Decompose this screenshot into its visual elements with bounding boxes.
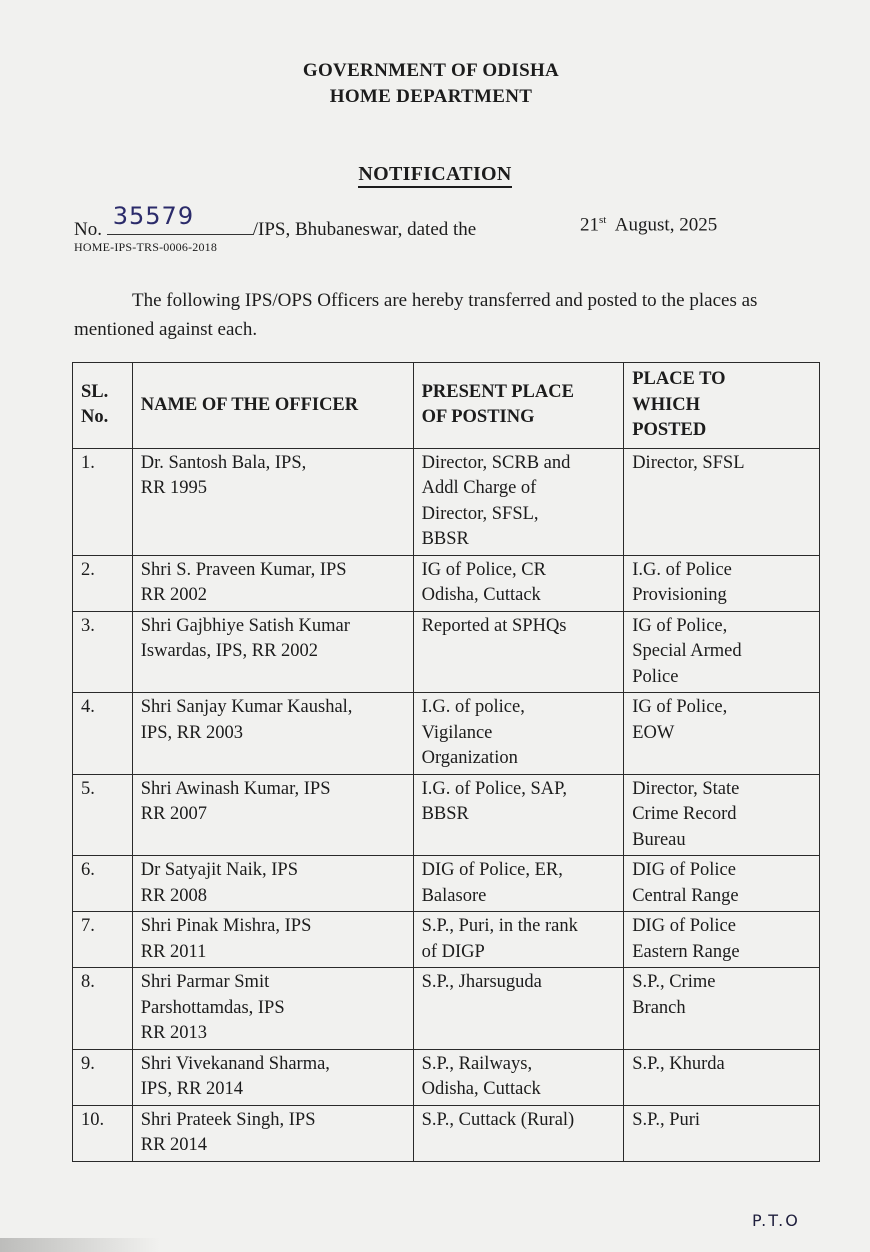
cell-sl-no: 3. — [73, 611, 133, 693]
cell-line: S.P., Puri — [632, 1109, 701, 1130]
notification-title-text: NOTIFICATION — [358, 163, 511, 188]
cell-line: DIG of Police, ER, — [421, 860, 563, 880]
cell-line: Police — [632, 666, 679, 687]
pto-handwritten-note: P.T.O — [752, 1211, 800, 1230]
reference-prefix: No. — [74, 219, 102, 240]
cell-line: No. — [81, 407, 109, 428]
reference-line — [74, 202, 477, 241]
cell-present-posting — [413, 448, 624, 555]
cell-place-posted — [624, 448, 820, 555]
cell-officer-name — [132, 774, 413, 856]
cell-present-posting — [413, 1105, 624, 1161]
scan-edge-shadow — [0, 1238, 160, 1252]
cell-line: S.P., Railways, — [421, 1053, 533, 1074]
cell-line: Parshottamdas, IPS — [140, 997, 285, 1018]
cell-line: S.P., Cuttack (Rural) — [421, 1109, 575, 1130]
cell-line: Organization — [421, 748, 518, 768]
cell-place-posted — [624, 611, 820, 693]
cell-place-posted — [624, 693, 820, 775]
cell-officer-name — [132, 693, 413, 775]
date-day: 21 — [580, 214, 599, 236]
cell-present-posting — [413, 611, 624, 693]
table-row — [73, 1049, 820, 1105]
cell-sl-no: 9. — [73, 1049, 133, 1105]
reference-suffix: /IPS, Bhubaneswar, dated the — [252, 219, 477, 240]
cell-line: PLACE TO — [632, 369, 726, 389]
cell-line: Director, SCRB and — [421, 452, 571, 473]
header-present-posting — [413, 363, 624, 449]
cell-line: Dr Satyajit Naik, IPS — [140, 860, 298, 880]
department-heading: HOME DEPARTMENT — [329, 86, 533, 107]
cell-line: IG of Police, — [632, 615, 728, 636]
cell-place-posted — [624, 856, 820, 912]
reference-number-field — [107, 202, 253, 235]
cell-sl-no: 7. — [73, 912, 133, 968]
cell-line: Branch — [632, 997, 686, 1018]
cell-line: POSTED — [632, 420, 707, 440]
cell-line: DIG of Police — [632, 860, 736, 880]
table-body — [73, 448, 820, 1161]
cell-line: Shri Prateek Singh, IPS — [140, 1109, 316, 1130]
cell-sl-no: 8. — [73, 968, 133, 1050]
cell-line: Director, SFSL, — [421, 503, 539, 524]
cell-line: Shri Sanjay Kumar Kaushal, — [140, 697, 353, 717]
cell-line: BBSR — [421, 529, 469, 549]
cell-officer-name — [132, 448, 413, 555]
cell-line: Addl Charge of — [421, 478, 537, 498]
header-officer-name: NAME OF THE OFFICER — [132, 363, 413, 449]
table-row — [73, 912, 820, 968]
cell-line: S.P., Crime — [632, 972, 716, 992]
cell-line: S.P., Puri, in the rank — [421, 916, 578, 936]
cell-line: RR 2007 — [140, 804, 208, 824]
cell-line: Crime Record — [632, 804, 737, 824]
cell-line: Shri Parmar Smit — [140, 972, 270, 992]
cell-line: Shri Awinash Kumar, IPS — [140, 778, 331, 799]
intro-paragraph: The following IPS/OPS Officers are hereby transferred and posted to the places as mentioned against each. — [74, 290, 758, 340]
cell-line: Bureau — [632, 829, 686, 850]
cell-present-posting — [413, 1049, 624, 1105]
cell-sl-no: 1. — [73, 448, 133, 555]
cell-line: Dr. Santosh Bala, IPS, — [140, 452, 307, 473]
cell-line: RR 2013 — [140, 1023, 208, 1043]
cell-line: Iswardas, IPS, RR 2002 — [140, 641, 319, 661]
header-place-posted — [624, 363, 820, 449]
cell-present-posting — [413, 856, 624, 912]
cell-line: RR 2002 — [140, 585, 208, 605]
cell-present-posting — [413, 912, 624, 968]
cell-line: S.P., Jharsuguda — [421, 972, 542, 992]
cell-officer-name — [132, 912, 413, 968]
cell-place-posted — [624, 774, 820, 856]
table-row — [73, 448, 820, 555]
cell-sl-no: 10. — [73, 1105, 133, 1161]
cell-place-posted — [624, 968, 820, 1050]
cell-line: Shri Vivekanand Sharma, — [140, 1053, 330, 1074]
cell-officer-name — [132, 611, 413, 693]
cell-line: Shri Gajbhiye Satish Kumar — [140, 615, 350, 636]
cell-present-posting — [413, 693, 624, 775]
date-suffix: st — [599, 214, 607, 226]
cell-sl-no: 6. — [73, 856, 133, 912]
cell-place-posted — [624, 555, 820, 611]
reference-date — [580, 214, 717, 236]
cell-officer-name — [132, 968, 413, 1050]
government-heading: GOVERNMENT OF ODISHA — [302, 60, 560, 81]
cell-line: IG of Police, CR — [421, 559, 546, 580]
cell-sl-no: 4. — [73, 693, 133, 775]
cell-line: IG of Police, — [632, 697, 728, 717]
table-row — [73, 611, 820, 693]
cell-line: Director, State — [632, 778, 740, 799]
cell-line: RR 2011 — [140, 941, 207, 962]
cell-officer-name — [132, 555, 413, 611]
cell-sl-no: 5. — [73, 774, 133, 856]
cell-line: Shri S. Praveen Kumar, IPS — [140, 559, 347, 580]
cell-line: Reported at SPHQs — [421, 615, 567, 636]
cell-line: EOW — [632, 722, 675, 743]
cell-line: Odisha, Cuttack — [421, 585, 541, 605]
cell-line: S.P., Khurda — [632, 1053, 725, 1074]
notification-title — [0, 163, 870, 186]
date-month-year: August, 2025 — [614, 214, 718, 236]
cell-present-posting — [413, 774, 624, 856]
cell-officer-name — [132, 856, 413, 912]
cell-line: Vigilance — [421, 722, 493, 743]
cell-line: IPS, RR 2014 — [140, 1079, 244, 1099]
header-sl-no — [73, 363, 133, 449]
cell-line: Balasore — [421, 885, 487, 906]
table-row — [73, 1105, 820, 1161]
cell-line: RR 1995 — [140, 478, 208, 498]
cell-sl-no: 2. — [73, 555, 133, 611]
cell-line: BBSR — [421, 804, 469, 824]
table-row — [73, 555, 820, 611]
cell-line: PRESENT PLACE — [421, 381, 574, 402]
cell-line: DIG of Police — [632, 916, 736, 936]
cell-line: Shri Pinak Mishra, IPS — [140, 916, 312, 936]
transfer-table — [72, 362, 820, 1162]
cell-line: Eastern Range — [632, 941, 740, 962]
cell-officer-name — [132, 1049, 413, 1105]
table-row — [73, 693, 820, 775]
handwritten-reference-number: 35579 — [112, 202, 195, 230]
cell-line: I.G. of Police, SAP, — [421, 778, 568, 799]
cell-line: WHICH — [632, 394, 701, 415]
cell-line: Director, SFSL — [632, 452, 745, 473]
cell-line: Special Armed — [632, 641, 742, 661]
table-row — [73, 774, 820, 856]
cell-line: IPS, RR 2003 — [140, 722, 244, 743]
cell-line: I.G. of Police — [632, 559, 732, 580]
cell-line: RR 2008 — [140, 885, 208, 906]
table-row — [73, 856, 820, 912]
cell-line: I.G. of police, — [421, 697, 525, 717]
cell-officer-name — [132, 1105, 413, 1161]
cell-line: Provisioning — [632, 585, 727, 605]
table-header-row — [73, 363, 820, 449]
file-number: HOME-IPS-TRS-0006-2018 — [74, 240, 218, 254]
cell-present-posting — [413, 555, 624, 611]
cell-place-posted — [624, 1105, 820, 1161]
cell-line: RR 2014 — [140, 1135, 208, 1155]
cell-line: Odisha, Cuttack — [421, 1079, 541, 1099]
cell-line: SL. — [81, 381, 109, 402]
cell-present-posting — [413, 968, 624, 1050]
table-row — [73, 968, 820, 1050]
cell-line: of DIGP — [421, 941, 485, 962]
cell-place-posted — [624, 1049, 820, 1105]
cell-line: OF POSTING — [421, 407, 535, 428]
cell-place-posted — [624, 912, 820, 968]
cell-line: Central Range — [632, 885, 739, 906]
